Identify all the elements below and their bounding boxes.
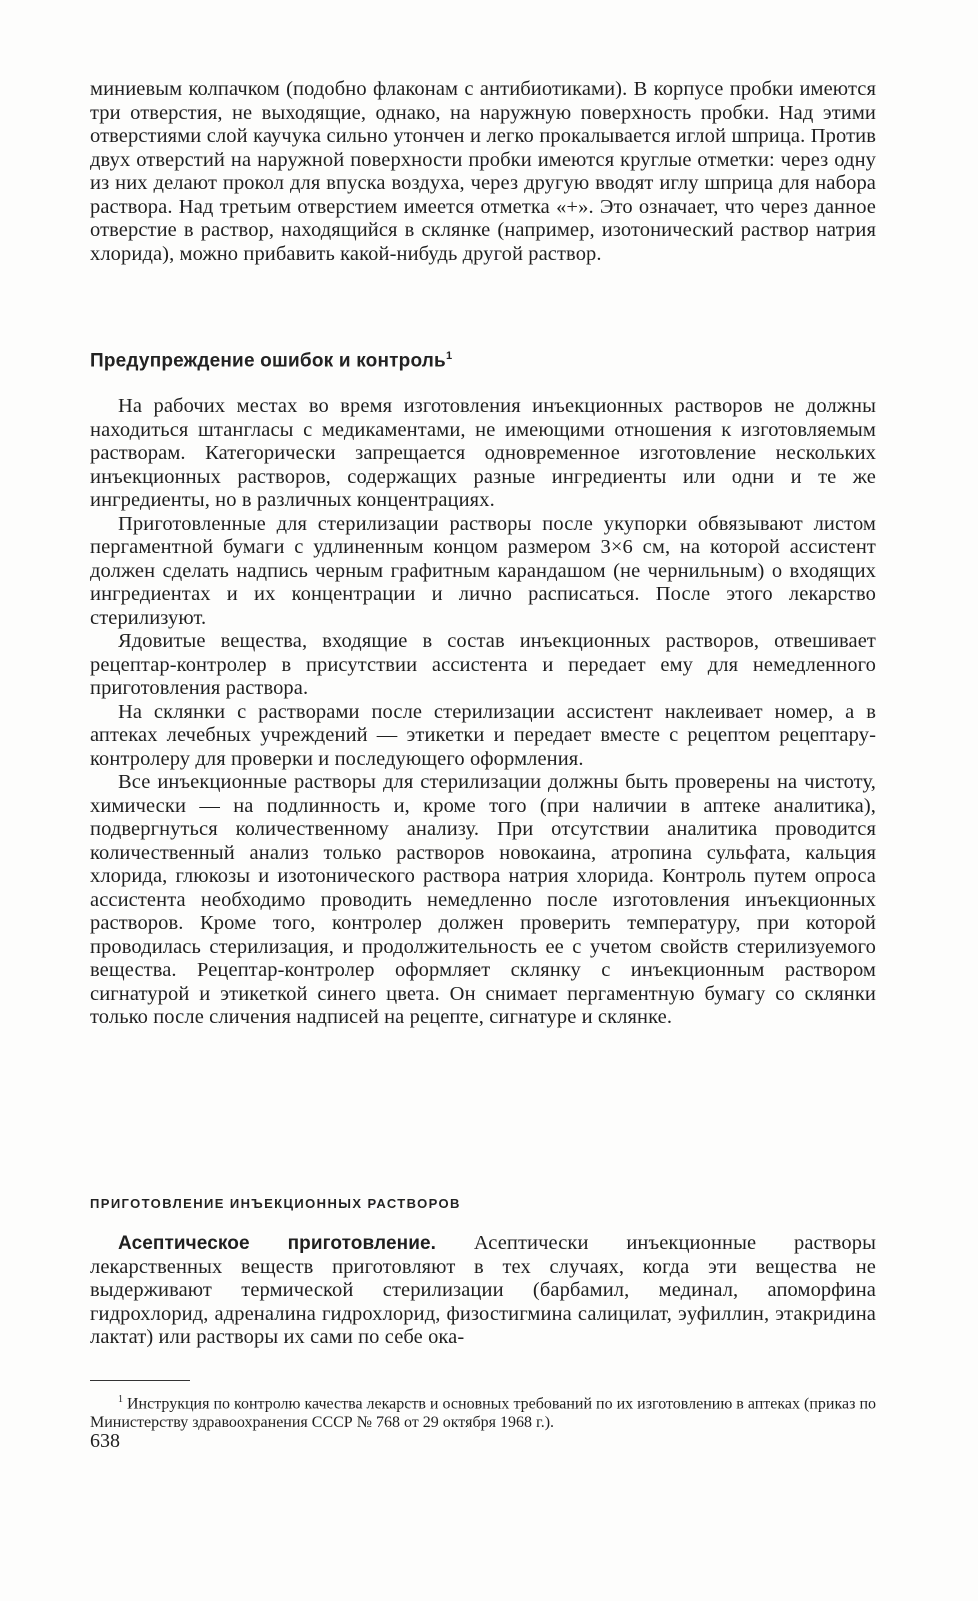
footnote [90,1390,876,1432]
paragraph: На рабочих местах во время изготовления инъекционных растворов не должны находиться штангласы с медикаментами, не имеющими отношения к изготовляемым растворам. Категорически запрещается одновременное изготовление нескольких инъекционных растворов, содержащих разные ингредиенты или одни и те же ингредиенты, но в различных концентрациях. [90,395,876,511]
section-control-heading-block [90,350,876,372]
footnote-mark: 1 [118,1394,123,1405]
paragraph: На склянки с растворами после стерилизации ассистент наклеивает номер, а в аптеках лечебных учреждений — этикетки и передает вместе с рецептом рецептару-контролеру для проверки и последующего оформления. [90,700,876,770]
footnote-block [90,1390,876,1432]
section-heading [90,350,876,372]
paragraph: Ядовитые вещества, входящие в состав инъекционных растворов, отвешивает рецептар-контролер в присутствии ассистента и передает ему для немедленного приготовления раствора. [90,630,876,699]
paragraph: Приготовленные для стерилизации растворы после укупорки обвязывают листом пергаментной бумаги с удлиненным концом размером 3×6 см, на которой ассистент должен сделать надпись черным графитным карандашом (не чернильным) о входящих ингредиентах и их концентрации и лично расписаться. После этого лекарство стерилизуют. [90,512,876,629]
paragraph: Все инъекционные растворы для стерилизации должны быть проверены на чистоту, химически — на подлинность и, кроме того (при наличии в аптеке аналитика), подвергнуться количественному анализу. При отсутствии аналитика проводится количественный анализ только растворов новокаина, атропина сульфата, кальция хлорида, глюкозы и изотонического раствора натрия хлорида. Контроль путем опроса ассистента необходимо проводить немедленно после изготовления инъекционных растворов. Кроме того, контролер должен проверить температуру, при которой проводилась стерилизация, и продолжительность ее с учетом свойств стерилизуемого вещества. Рецептар-контролер оформляет склянку с инъекционным раствором сигнатурой и этикеткой синего цвета. Он снимает пергаментную бумагу со склянки только после сличения надписей на рецепте, сигнатуре и склянке. [90,771,876,1028]
intro-block [90,78,876,266]
paragraph [90,1232,876,1350]
caps-heading: ПРИГОТОВЛЕНИЕ ИНЪЕКЦИОННЫХ РАСТВОРОВ [90,1196,461,1211]
section-heading-text: Предупреждение ошибок и контроль [90,350,446,372]
section-prep-body [90,1232,876,1350]
footnote-ref: 1 [445,350,453,362]
section-prep-heading-block [90,1196,876,1211]
footnote-rule [90,1380,190,1381]
intro-paragraph: миниевым колпачком (подобно флаконам с антибиотиками). В корпусе пробки имеются три отверстия, не выходящие, однако, на наружную поверхность пробки. Над этими отверстиями слой каучука сильно утончен и легко прокалывается иглой шприца. Против двух отверстий на наружной поверхности пробки имеются круглые отметки: через одну из них делают прокол для впуска воздуха, через другую вводят иглу шприца для набора раствора. Над третьим отверстием имеется отметка «+». Это означает, что через данное отверстие в раствор, находящийся в склянке (например, изотонический раствор натрия хлорида), можно прибавить какой-нибудь другой раствор. [90,78,876,265]
page-number: 638 [90,1430,120,1452]
footnote-text: Инструкция по контролю качества лекарств и основных требований по их изготовлению в аптеках (приказ по Министерству здравоохранения СССР № 768 от 29 октября 1968 г.). [90,1395,876,1432]
paragraph-text: Асептически инъекционные растворы лекарственных веществ приготовляют в тех случаях, когда эти вещества не выдерживают термической стерилизации (барбамил, мединал, апоморфина гидрохлорид, адреналина гидрохлорид, физостигмина салицилат, эуфиллин, этакридина лактат) или растворы их сами по себе ока- [90,1232,876,1348]
runin-heading: Асептическое приготовление. [118,1233,437,1254]
section-control-body [90,395,876,1030]
